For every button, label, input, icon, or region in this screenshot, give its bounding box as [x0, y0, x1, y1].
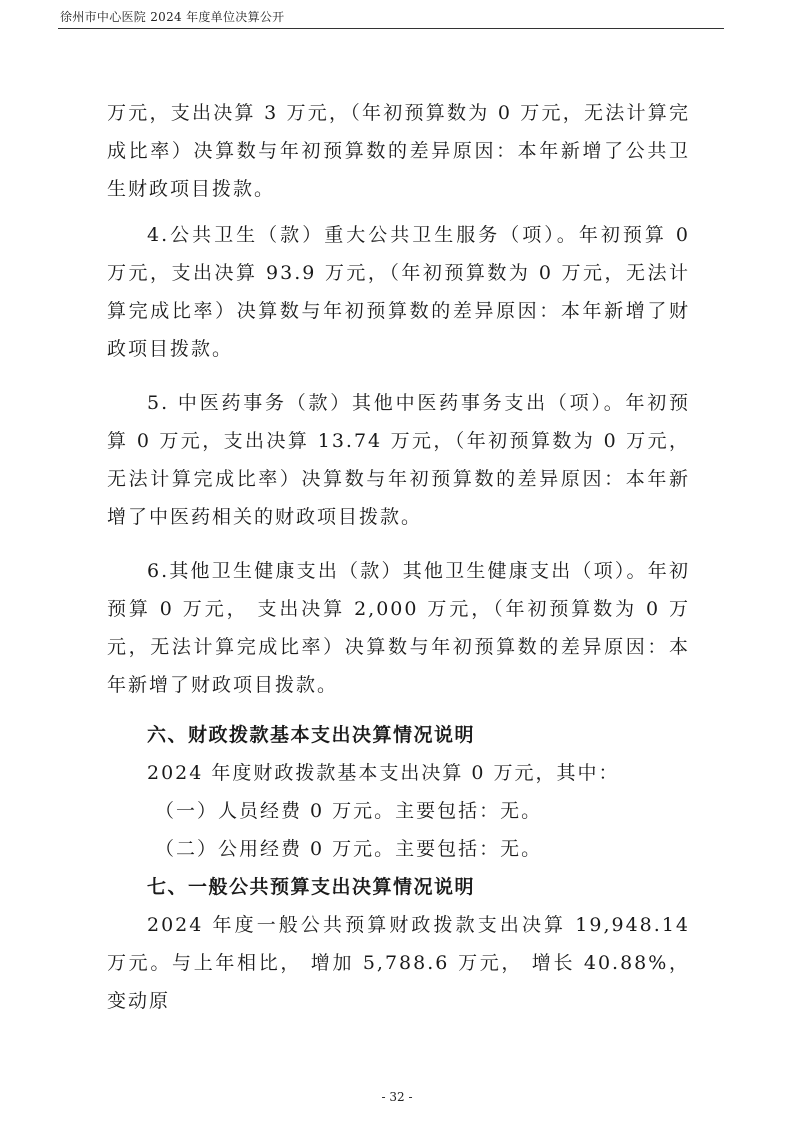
section-7-heading: 七、一般公共预算支出决算情况说明: [147, 876, 476, 898]
paragraph-continuation: 万元，支出决算 3 万元，（年初预算数为 0 万元，无法计算完成比率）决算数与年初预算数的差异原因：本年新增了公共卫生财政项目拨款。: [107, 102, 690, 200]
section-6-item-public: （二）公用经费 0 万元。主要包括：无。: [155, 838, 543, 860]
section-6-item-personnel: （一）人员经费 0 万元。主要包括：无。: [155, 800, 543, 822]
page-number: - 32 -: [381, 1090, 413, 1104]
document-body: [107, 94, 690, 1020]
section-6-summary: 2024 年度财政拨款基本支出决算 0 万元，其中：: [147, 762, 620, 784]
header-divider: [58, 28, 724, 29]
paragraph-item-4: 4.公共卫生（款）重大公共卫生服务（项）。年初预算 0 万元，支出决算 93.9 万元，（年初预算数为 0 万元，无法计算完成比率）决算数与年初预算数的差异原因：本年新增了财政项目拨款。: [107, 224, 690, 360]
document-header: 徐州市中心医院 2024 年度单位决算公开: [60, 10, 285, 24]
section-7-paragraph: 2024 年度一般公共预算财政拨款支出决算 19,948.14 万元。与上年相比， 增加 5,788.6 万元， 增长 40.88%， 变动原: [107, 914, 690, 1012]
paragraph-item-5: 5. 中医药事务（款）其他中医药事务支出（项）。年初预算 0 万元，支出决算 13.74 万元，（年初预算数为 0 万元，无法计算完成比率）决算数与年初预算数的差异原因：本年新增了中医药相关的财政项目拨款。: [107, 392, 690, 528]
section-6-heading: 六、财政拨款基本支出决算情况说明: [147, 724, 476, 746]
paragraph-item-6: 6.其他卫生健康支出（款）其他卫生健康支出（项）。年初预算 0 万元， 支出决算 2,000 万元，（年初预算数为 0 万元，无法计算完成比率）决算数与年初预算数的差异原因：本年新增了财政项目拨款。: [107, 560, 690, 696]
